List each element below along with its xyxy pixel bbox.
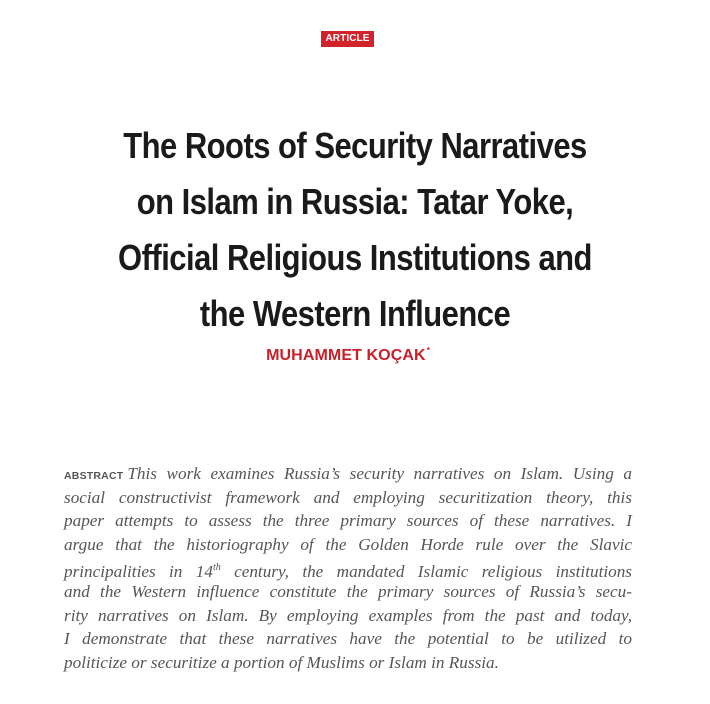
article-title bbox=[84, 118, 626, 342]
article-type-badge: ARTICLE bbox=[321, 31, 374, 47]
abstract-line: paper attempts to assess the three primary sources of these narratives. I bbox=[64, 511, 632, 531]
abstract-line: I demonstrate that these narratives have the potential to be utilized to bbox=[64, 629, 632, 649]
author-name: MUHAMMET KOÇAK bbox=[266, 347, 426, 364]
ordinal-suffix: th bbox=[212, 562, 221, 574]
author-footnote-marker: * bbox=[426, 346, 430, 355]
abstract-line bbox=[64, 556, 632, 580]
abstract bbox=[64, 462, 632, 674]
abstract-text: century, the mandated Islamic religious institutions bbox=[220, 562, 632, 582]
abstract-line: and the Western influence constitute the primary sources of Russia’s secu- bbox=[64, 581, 632, 601]
abstract-line: social constructivist framework and employing securitization theory, this bbox=[64, 487, 632, 507]
title-line: on Islam in Russia: Tatar Yoke, bbox=[136, 181, 574, 222]
author-byline bbox=[0, 346, 696, 365]
abstract-text: This work examines Russia’s security narratives on Islam. Using a bbox=[127, 464, 632, 483]
abstract-line: politicize or securitize a portion of Muslims or Islam in Russia. bbox=[64, 652, 499, 672]
abstract-text: principalities in 14 bbox=[64, 562, 213, 582]
abstract-label: ABSTRACT bbox=[64, 470, 124, 482]
abstract-line: argue that the historiography of the Golden Horde rule over the Slavic bbox=[64, 534, 632, 554]
title-line: Official Religious Institutions and bbox=[118, 237, 592, 278]
title-line: The Roots of Security Narratives bbox=[123, 125, 587, 166]
title-line: the Western Influence bbox=[199, 293, 511, 334]
abstract-line: rity narratives on Islam. By employing examples from the past and today, bbox=[64, 605, 632, 625]
abstract-line bbox=[64, 462, 632, 486]
